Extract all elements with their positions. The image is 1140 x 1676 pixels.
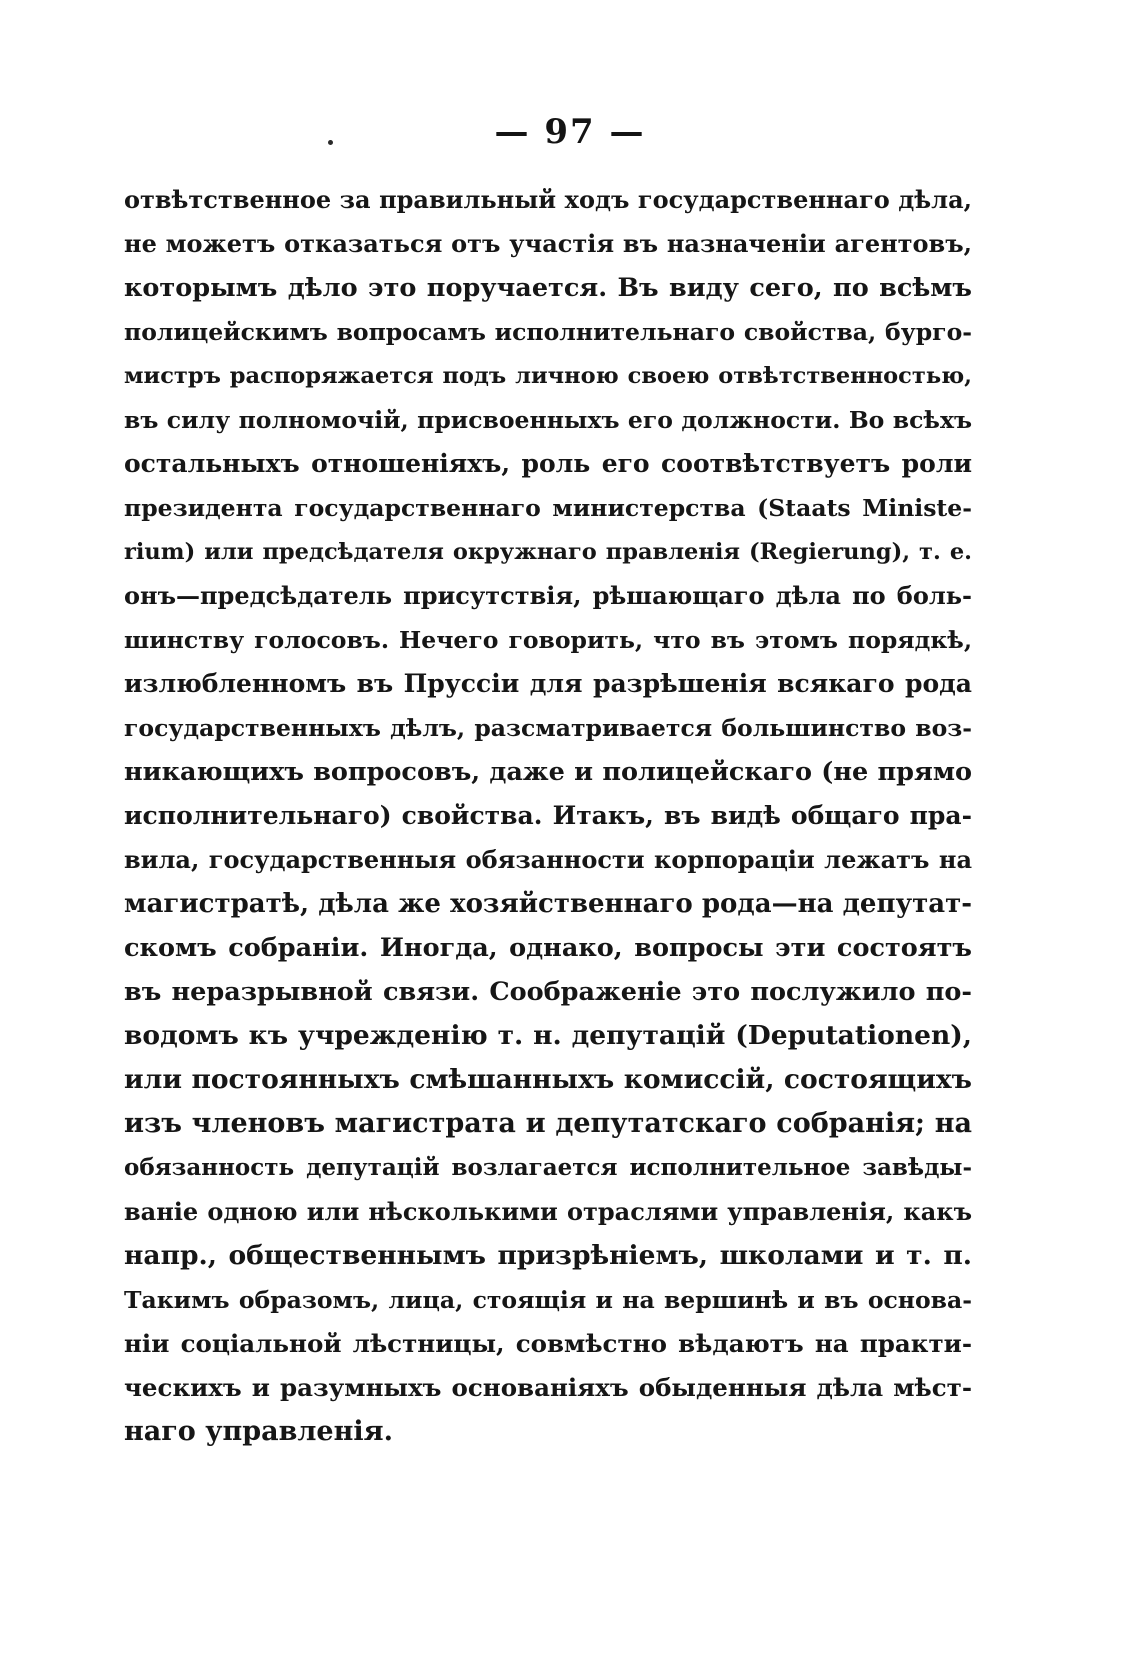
text-line: въ силу полномочій, присвоенныхъ его должности. Во всѣхъ bbox=[124, 406, 972, 434]
text-line: излюбленномъ въ Пруссіи для разрѣшенія всякаго рода bbox=[124, 669, 972, 698]
text-line: мистръ распоряжается подъ личною своею отвѣтственностью, bbox=[124, 363, 972, 389]
text-line: государственныхъ дѣлъ, разсматривается большинство воз- bbox=[124, 714, 972, 742]
text-line: шинству голосовъ. Нечего говорить, что въ этомъ порядкѣ, bbox=[124, 626, 972, 654]
print-speck bbox=[328, 140, 333, 145]
page-number: — 97 — bbox=[494, 112, 646, 152]
text-line: въ неразрывной связи. Соображеніе это послужило по- bbox=[124, 977, 972, 1007]
text-line: водомъ къ учрежденію т. н. депутацій (Deputationen), bbox=[124, 1020, 972, 1051]
text-line: которымъ дѣло это поручается. Въ виду сего, по всѣмъ bbox=[124, 273, 972, 303]
text-line: вила, государственныя обязанности корпораціи лежатъ на bbox=[124, 845, 972, 874]
text-line: ніи соціальной лѣстницы, совмѣстно вѣдаютъ на практи- bbox=[124, 1329, 972, 1358]
text-line: не можетъ отказаться отъ участія въ назначеніи агентовъ, bbox=[124, 229, 972, 258]
text-line: скомъ собраніи. Иногда, однако, вопросы эти состоятъ bbox=[124, 933, 972, 963]
text-line: Такимъ образомъ, лица, стоящія и на вершинѣ и въ основа- bbox=[124, 1286, 972, 1314]
text-line: полицейскимъ вопросамъ исполнительнаго свойства, бурго- bbox=[124, 318, 972, 346]
text-line: или постоянныхъ смѣшанныхъ комиссій, состоящихъ bbox=[124, 1064, 972, 1095]
text-line: ческихъ и разумныхъ основаніяхъ обыденныя дѣла мѣст- bbox=[124, 1373, 972, 1402]
text-line: обязанность депутацій возлагается исполнительное завѣды- bbox=[124, 1154, 972, 1181]
text-line: исполнительнаго) свойства. Итакъ, въ видѣ общаго пра- bbox=[124, 801, 972, 830]
text-line: президента государственнаго министерства (Staats Ministe- bbox=[124, 494, 972, 522]
body-text bbox=[124, 178, 972, 1454]
text-line: изъ членовъ магистрата и депутатскаго собранія; на bbox=[124, 1108, 972, 1139]
text-line: онъ—предсѣдатель присутствія, рѣшающаго дѣла по боль- bbox=[124, 581, 972, 610]
text-line: никающихъ вопросовъ, даже и полицейскаго (не прямо bbox=[124, 757, 972, 787]
text-line: наго управленія. bbox=[124, 1416, 393, 1447]
text-line: ваніе одною или нѣсколькими отраслями управленія, какъ bbox=[124, 1197, 972, 1226]
text-line: напр., общественнымъ призрѣніемъ, школами и т. п. bbox=[124, 1240, 972, 1271]
text-line: магистратѣ, дѣла же хозяйственнаго рода—на депутат- bbox=[124, 889, 972, 919]
text-line: отвѣтственное за правильный ходъ государственнаго дѣла, bbox=[124, 185, 972, 214]
text-line: остальныхъ отношеніяхъ, роль его соотвѣтствуетъ роли bbox=[124, 449, 972, 478]
text-line: rium) или предсѣдателя окружнаго правленія (Regierung), т. е. bbox=[124, 539, 972, 565]
